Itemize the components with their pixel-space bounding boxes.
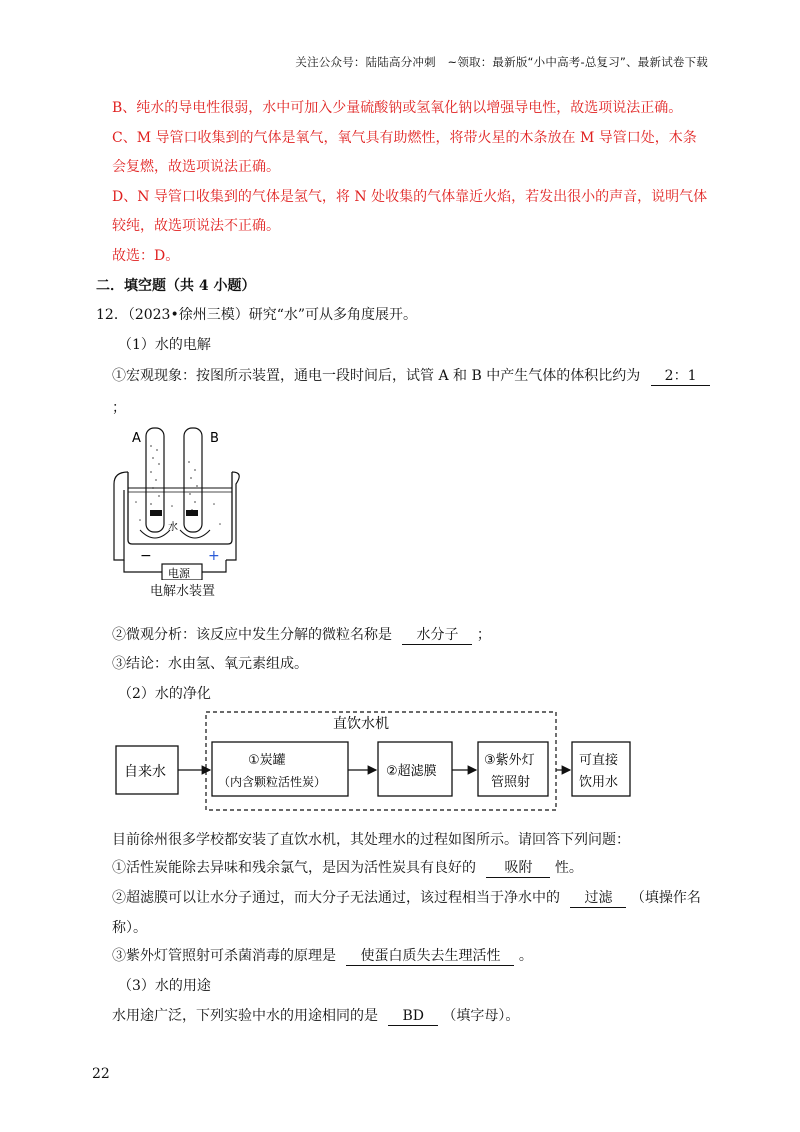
- diagram-caption: 电解水装置: [150, 584, 216, 599]
- page-number: 22: [92, 1066, 110, 1082]
- p3-answer: 使蛋白质失去生理活性: [346, 948, 514, 966]
- q1-prefix: ①宏观现象：按图所示装置，通电一段时间后，试管 A 和 B 中产生气体的体积比约为: [112, 368, 641, 384]
- u1-prefix: 水用途广泛，下列实验中水的用途相同的是: [112, 1008, 378, 1024]
- p3-suffix: 。: [518, 948, 533, 964]
- part2-title: （2）水的净化: [118, 686, 211, 702]
- answer-line-d1: D、N 导管口收集到的气体是氢气，将 N 处收集的气体靠近火焰，若发出很小的声音，说明气体: [112, 189, 708, 205]
- p3-line: [112, 946, 533, 966]
- minus-sign: −: [140, 548, 152, 564]
- u1-answer: BD: [388, 1008, 438, 1026]
- purification-intro: 目前徐州很多学校都安装了直饮水机，其处理水的过程如图所示。请回答下列问题：: [112, 832, 630, 848]
- water-dispenser-flow-diagram: [110, 708, 640, 818]
- page-header: 关注公众号：陆陆高分冲刺 ~领取：最新版“小中高考-总复习”、最新试卷下载: [295, 55, 708, 69]
- q2-answer: 水分子: [402, 627, 472, 645]
- box-source: 自来水: [124, 764, 166, 780]
- u1-line: [112, 1006, 519, 1026]
- p1-answer: 吸附: [486, 860, 550, 878]
- electrolysis-diagram: [110, 420, 240, 605]
- q2-suffix: ；: [476, 627, 491, 643]
- box-out-line2: 饮用水: [579, 775, 619, 790]
- question-stem: 12．（2023•徐州三模）研究“水”可从多角度展开。: [96, 307, 418, 323]
- answer-line-d2: 较纯，故选项说法不正确。: [112, 218, 280, 234]
- box1-line1: ①炭罐: [248, 753, 286, 768]
- container-title: 直饮水机: [333, 716, 389, 732]
- tube-label-b: B: [210, 431, 219, 446]
- section-title: 二．填空题（共 4 小题）: [96, 278, 256, 294]
- box3-line1: ③紫外灯: [484, 753, 535, 768]
- answer-choose: 故选：D。: [112, 248, 180, 264]
- plus-sign: +: [208, 548, 220, 564]
- box1-line2: （内含颗粒活性炭）: [218, 775, 327, 789]
- answer-line-c1: C、M 导管口收集到的气体是氧气，氧气具有助燃性，将带火星的木条放在 M 导管口处，木条: [112, 130, 697, 146]
- u1-suffix: （填字母）。: [442, 1008, 520, 1024]
- water-label: 水: [168, 522, 178, 533]
- power-label: 电源: [168, 567, 190, 580]
- p1-suffix: 性。: [554, 860, 583, 876]
- p2-line: [112, 888, 701, 908]
- part1-title: （1）水的电解: [118, 337, 211, 353]
- p1-line: [112, 858, 583, 878]
- tube-label-a: A: [132, 431, 141, 446]
- p2-suffix: （填操作名: [630, 890, 701, 906]
- p1-prefix: ①活性炭能除去异味和残余氯气，是因为活性炭具有良好的: [112, 860, 476, 876]
- p3-prefix: ③紫外灯管照射可杀菌消毒的原理是: [112, 948, 336, 964]
- q1-suffix: ；: [112, 400, 126, 416]
- part3-title: （3）水的用途: [118, 978, 211, 994]
- q1-answer: 2：1: [651, 368, 711, 386]
- box2: ②超滤膜: [386, 764, 437, 779]
- q2-prefix: ②微观分析：该反应中发生分解的微粒名称是: [112, 627, 392, 643]
- p2-answer: 过滤: [570, 890, 626, 908]
- q3-line: ③结论：水由氢、氧元素组成。: [112, 656, 308, 672]
- answer-line-b: B、纯水的导电性很弱，水中可加入少量硫酸钠或氢氧化钠以增强导电性，故选项说法正确。: [112, 100, 683, 116]
- q1-line: [112, 366, 710, 386]
- box3-line2: 管照射: [491, 775, 531, 790]
- answer-line-c2: 会复燃，故选项说法正确。: [112, 159, 280, 175]
- q2-line: [112, 625, 491, 645]
- p2-continuation: 称）。: [112, 920, 147, 936]
- box-out-line1: 可直接: [579, 753, 619, 768]
- p2-prefix: ②超滤膜可以让水分子通过，而大分子无法通过，该过程相当于净水中的: [112, 890, 560, 906]
